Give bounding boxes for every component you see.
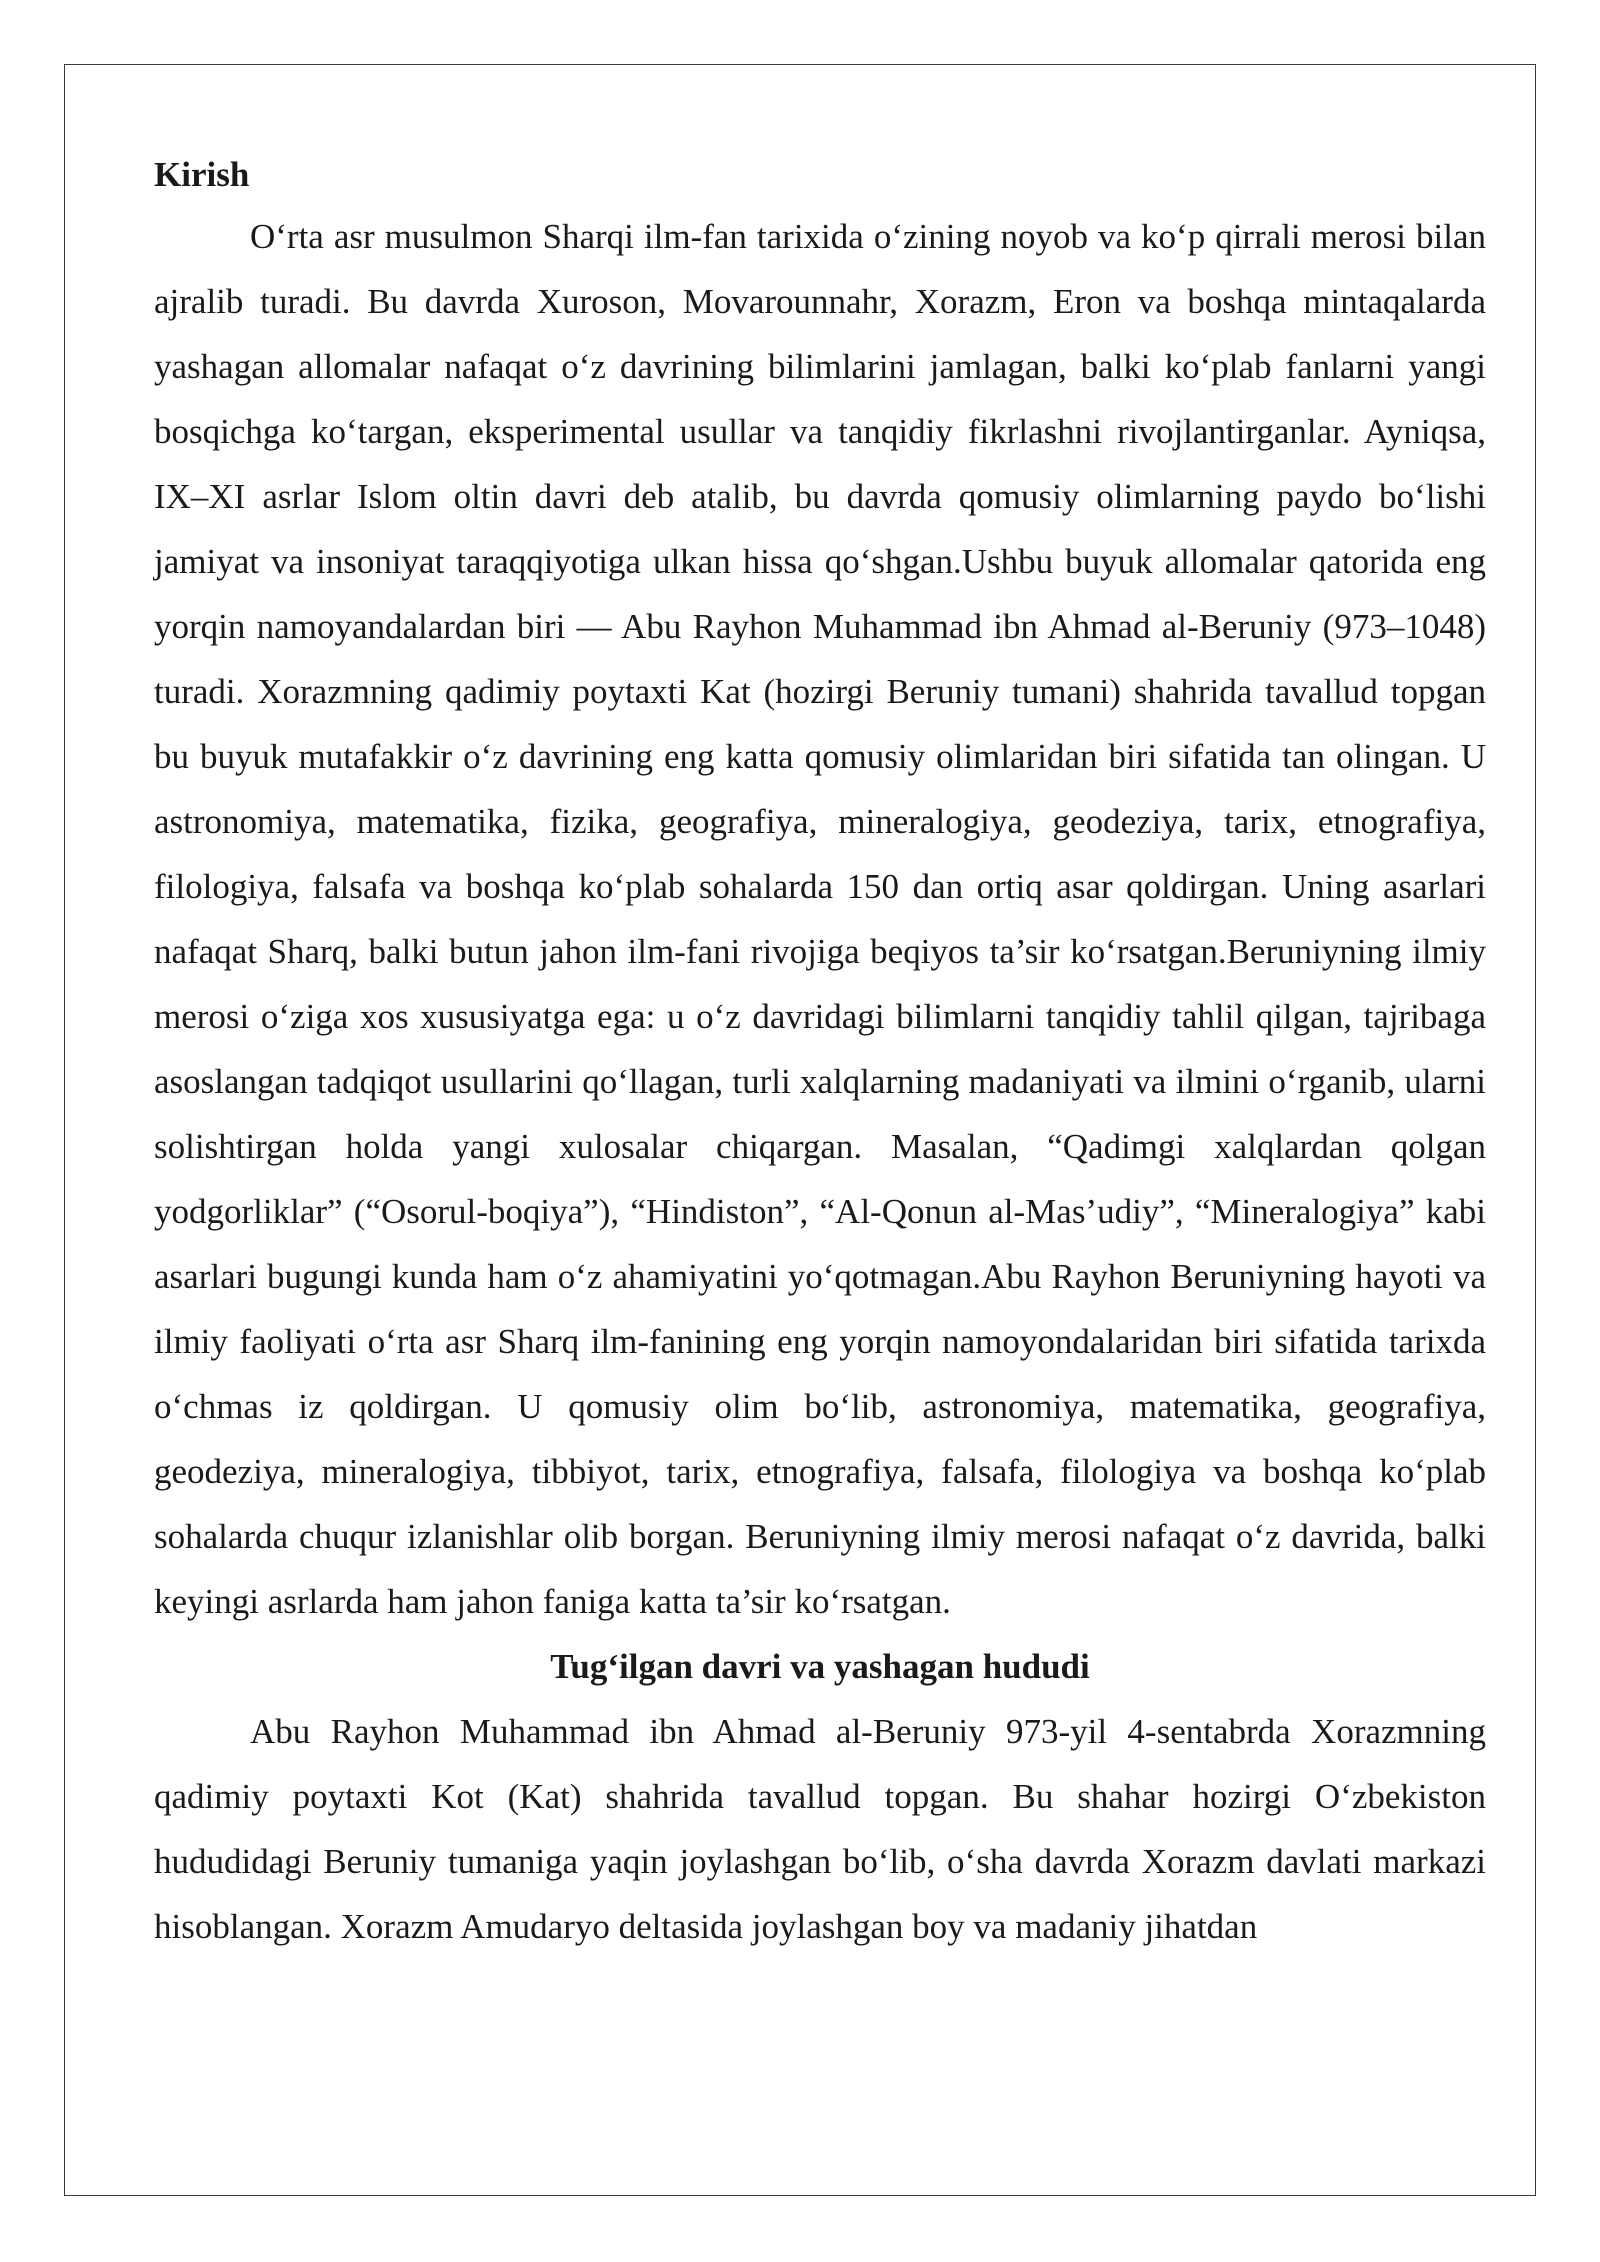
birth-paragraph: Abu Rayhon Muhammad ibn Ahmad al-Beruniy 973-yil 4-sentabrda Xorazmning qadimiy poytaxti Kot (Kat) shahrida tavallud topgan. Bu shahar hozirgi O‘zbekiston hududidagi Beruniy tumaniga yaqin joylashgan bo‘lib, o‘sha davrda Xorazm davlati markazi hisoblangan. Xorazm Amudaryo deltasida joylashgan boy va madaniy jihatdan — [154, 1712, 1486, 1946]
section-heading-kirish: Kirish — [154, 155, 250, 194]
document-body — [154, 146, 1486, 1959]
section-heading-birth: Tug‘ilgan davri va yashagan hududi — [550, 1647, 1090, 1686]
intro-paragraph: O‘rta asr musulmon Sharqi ilm-fan tarixida o‘zining noyob va ko‘p qirrali merosi bilan ajralib turadi. Bu davrda Xuroson, Movarounnahr, Xorazm, Eron va boshqa mintaqalarda yashagan allomalar nafaqat o‘z davrining bilimlarini jamlagan, balki ko‘plab fanlarni yangi bosqichga ko‘targan, eksperimental usullar va tanqidiy fikrlashni rivojlantirganlar. Ayniqsa, IX–XI asrlar Islom oltin davri deb atalib, bu davrda qomusiy olimlarning paydo bo‘lishi jamiyat va insoniyat taraqqiyotiga ulkan hissa qo‘shgan.Ushbu buyuk allomalar qatorida eng yorqin namoyandalardan biri — Abu Rayhon Muhammad ibn Ahmad al-Beruniy (973–1048) turadi. Xorazmning qadimiy poytaxti Kat (hozirgi Beruniy tumani) shahrida tavallud topgan bu buyuk mutafakkir o‘z davrining eng katta qomusiy olimlaridan biri sifatida tan olingan. U astronomiya, matematika, fizika, geografiya, mineralogiya, geodeziya, tarix, etnografiya, filologiya, falsafa va boshqa ko‘plab sohalarda 150 dan ortiq asar qoldirgan. Uning asarlari nafaqat Sharq, balki butun jahon ilm-fani rivojiga beqiyos ta’sir ko‘rsatgan.Beruniyning ilmiy merosi o‘ziga xos xususiyatga ega: u o‘z davridagi bilimlarni tanqidiy tahlil qilgan, tajribaga asoslangan tadqiqot usullarini qo‘llagan, turli xalqlarning madaniyati va ilmini o‘rganib, ularni solishtirgan holda yangi xulosalar chiqargan. Masalan, “Qadimgi xalqlardan qolgan yodgorliklar” (“Osorul-boqiya”), “Hindiston”, “Al-Qonun al-Mas’udiy”, “Mineralogiya” kabi asarlari bugungi kunda ham o‘z ahamiyatini yo‘qotmagan.Abu Rayhon Beruniyning hayoti va ilmiy faoliyati o‘rta asr Sharq ilm-fanining eng yorqin namoyondalaridan biri sifatida tarixda o‘chmas iz qoldirgan. U qomusiy olim bo‘lib, astronomiya, matematika, geografiya, geodeziya, mineralogiya, tibbiyot, tarix, etnografiya, falsafa, filologiya va boshqa ko‘plab sohalarda chuqur izlanishlar olib borgan. Beruniyning ilmiy merosi nafaqat o‘z davrida, balki keyingi asrlarda ham jahon faniga katta ta’sir ko‘rsatgan. — [154, 217, 1486, 1621]
